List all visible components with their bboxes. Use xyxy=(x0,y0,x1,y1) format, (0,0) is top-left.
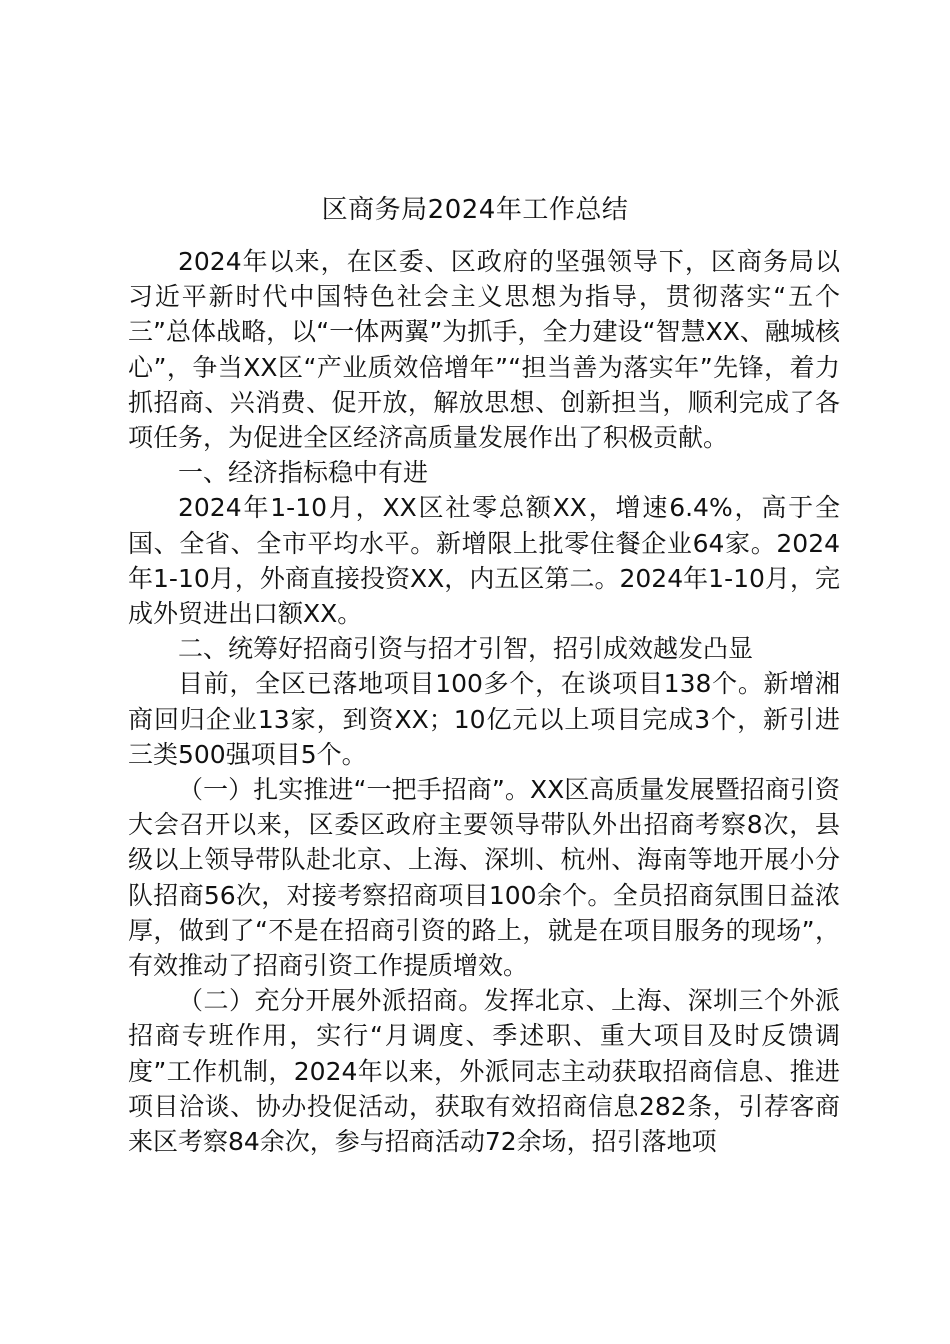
intro-paragraph: 2024年以来，在区委、区政府的坚强领导下，区商务局以习近平新时代中国特色社会主义思想为指导，贯彻落实“五个三”总体战略，以“一体两翼”为抓手，全力建设“智慧XX、融城核心”，争当XX区“产业质效倍增年”“担当善为落实年”先锋，着力抓招商、兴消费、促开放，解放思想、创新担当，顺利完成了各项任务，为促进全区经济高质量发展作出了积极贡献。 xyxy=(128,247,840,453)
document-body xyxy=(128,244,840,1159)
subsection-2-paragraph: （二）充分开展外派招商。发挥北京、上海、深圳三个外派招商专班作用，实行“月调度、季述职、重大项目及时反馈调度”工作机制，2024年以来，外派同志主动获取招商信息、推进项目洽谈、协办投促活动，获取有效招商信息282条，引荐客商来区考察84余次，参与招商活动72余场，招引落地项 xyxy=(128,986,840,1157)
section-heading-1: 一、经济指标稳中有进 xyxy=(178,458,429,488)
section-1-paragraph: 2024年1-10月，XX区社零总额XX，增速6.4%，高于全国、全省、全市平均水平。新增限上批零住餐企业64家。2024年1-10月，外商直接投资XX，内五区第二。2024年1-10月，完成外贸进出口额XX。 xyxy=(128,493,840,629)
subsection-1-paragraph: （一）扎实推进“一把手招商”。XX区高质量发展暨招商引资大会召开以来，区委区政府主要领导带队外出招商考察8次，县级以上领导带队赴北京、上海、深圳、杭州、海南等地开展小分队招商56次，对接考察招商项目100余个。全员招商氛围日益浓厚，做到了“不是在招商引资的路上，就是在项目服务的现场”，有效推动了招商引资工作提质增效。 xyxy=(128,775,840,981)
section-heading-2: 二、统筹好招商引资与招才引智，招引成效越发凸显 xyxy=(178,634,754,664)
section-2-paragraph: 目前，全区已落地项目100多个，在谈项目138个。新增湘商回归企业13家，到资XX；10亿元以上项目完成3个，新引进三类500强项目5个。 xyxy=(128,669,840,769)
document-title: 区商务局2024年工作总结 xyxy=(321,195,629,225)
